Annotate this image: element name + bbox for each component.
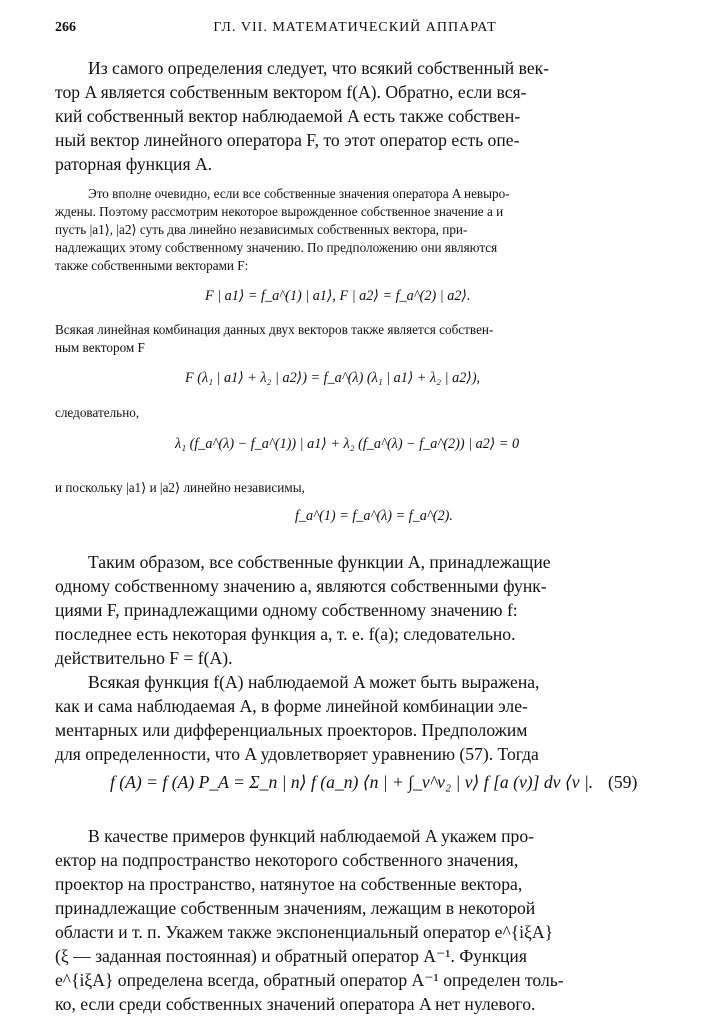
text-line: последнее есть некоторая функция a, т. е. f(a); следовательно. [55,624,516,644]
text-line: циями F, принадлежащими одному собственному значению f: [55,600,518,620]
text-line: ным вектором F [55,340,145,355]
text-line: для определенности, что A удовлетворяет уравнению (57). Тогда [55,744,539,764]
text-line: кий собственный вектор наблюдаемой A есть также собствен- [55,106,521,126]
text-line: одному собственному значению a, являются собственными функ- [55,576,547,596]
text-line: ектор на подпространство некоторого собственного значения, [55,850,519,870]
equation-number: (59) [608,772,638,792]
text-line: ждены. Поэтому рассмотрим некоторое вырожденное собственное значение a и [55,204,504,219]
equation-2: F (λ₁ | a1⟩ + λ₂ | a2⟩) = f_a^(λ) (λ₁ | a1⟩ + λ₂ | a2⟩), [185,370,481,386]
text-line: Всякая линейная комбинация данных двух векторов также является собствен- [55,322,494,337]
text-line: раторная функция A. [55,154,213,174]
equation-4: f_a^(1) = f_a^(λ) = f_a^(2). [295,508,453,524]
text-line: Это вполне очевидно, если все собственные значения оператора A невыро- [88,186,510,201]
text-line: принадлежащие собственным значениям, лежащим в некоторой [55,898,536,918]
equation-3: λ₁ (f_a^(λ) − f_a^(1)) | a1⟩ + λ₂ (f_a^(λ) − f_a^(2)) | a2⟩ = 0 [175,436,520,452]
text-line: В качестве примеров функций наблюдаемой A укажем про- [88,826,534,846]
text-line: действительно F = f(A). [55,648,233,668]
text-line: Таким образом, все собственные функции A, принадлежащие [88,552,551,572]
text-line: ментарных или дифференциальных проекторов. Предположим [55,720,528,740]
equation-1: F | a1⟩ = f_a^(1) | a1⟩, F | a2⟩ = f_a^(2) | a2⟩. [205,288,471,304]
text-line: также собственными векторами F: [55,258,249,273]
text-line: как и сама наблюдаемая A, в форме линейной комбинации эле- [55,696,528,716]
page-number: 266 [55,20,76,35]
text-line: ко, если среди собственных значений оператора A нет нулевого. [55,994,536,1014]
text-line: надлежащих этому собственному значению. По предположению они являются [55,240,498,255]
text-line: области и т. п. Укажем также экспоненциальный оператор e^{iξA} [55,922,554,942]
equation-59-formula: f (A) = f (A) P_A = Σ_n | n⟩ f (a_n) ⟨n | + ∫_ν^ν₂ | ν⟩ f [a (ν)] dν ⟨ν |. [110,772,594,792]
page-header [55,20,655,42]
text-line: e^{iξA} определена всегда, обратный оператор A⁻¹ определен толь- [55,970,564,990]
text-line: (ξ — заданная постоянная) и обратный оператор A⁻¹. Функция [55,946,527,966]
text-line: следовательно, [55,405,140,420]
text-line: Всякая функция f(A) наблюдаемой A может быть выражена, [88,672,540,692]
text-line: тор A является собственным вектором f(A). Обратно, если вся- [55,82,527,102]
text-line: и поскольку |a1⟩ и |a2⟩ линейно независимы, [55,480,305,495]
text-line: ный вектор линейного оператора F, то этот оператор есть опе- [55,130,520,150]
text-line: Из самого определения следует, что всякий собственный век- [88,58,550,78]
text-line: пусть |a1⟩, |a2⟩ суть два линейно независимых собственных вектора, при- [55,222,468,237]
text-line: проектор на пространство, натянутое на собственные вектора, [55,874,523,894]
running-title: ГЛ. VII. МАТЕМАТИЧЕСКИЙ АППАРАТ [213,20,497,35]
